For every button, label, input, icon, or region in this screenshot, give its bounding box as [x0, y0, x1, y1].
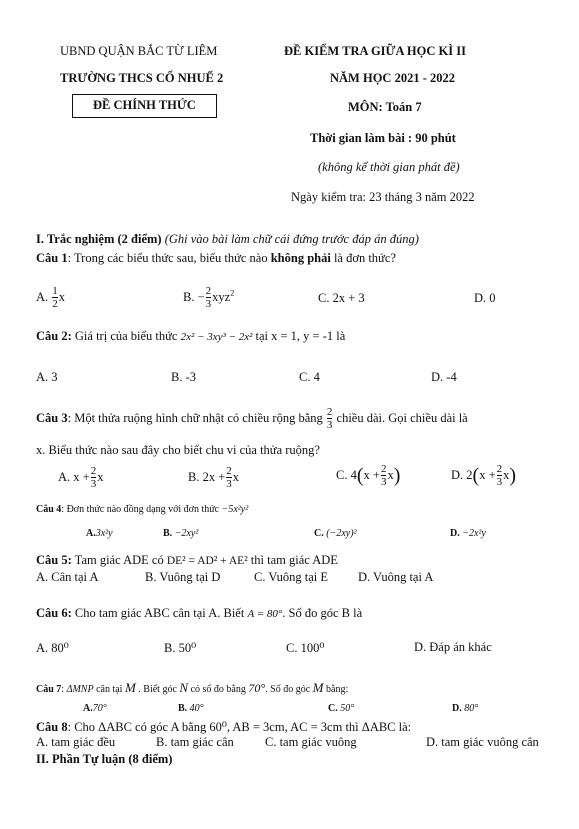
q5-text-a: Tam giác ADE có [71, 553, 167, 567]
q3-opt-d-in: x + [479, 467, 496, 482]
q4-option-d [450, 528, 486, 539]
q2-option-c: C. 4 [299, 370, 320, 384]
q4-opt-d-label: D. [450, 528, 460, 539]
section2-title: II. Phần Tự luận (8 điểm) [36, 752, 173, 766]
q7-opt-c-value: 50° [340, 703, 355, 714]
q2-option-d: D. -4 [431, 370, 457, 384]
q5-option-a: A. Cân tại A [36, 570, 99, 584]
q7-opt-b-value: 40° [189, 703, 204, 714]
q3-option-b [188, 466, 239, 490]
q1-option-d: D. 0 [474, 291, 496, 305]
q4-opt-a-value: 3x²y [95, 528, 113, 539]
q4-opt-b-label: B. [163, 528, 173, 539]
q3-d-den: 3 [496, 476, 503, 488]
q7-option-a [83, 703, 107, 714]
q1-b-den: 3 [205, 298, 212, 310]
q3-opt-b-post: x [232, 469, 240, 484]
q3-opt-d-frac [497, 464, 503, 488]
subject: MÔN: Toán 7 [348, 100, 422, 114]
q3-a-den: 3 [90, 478, 97, 490]
q7-option-b [178, 703, 204, 714]
q3-opt-c-label: C. [336, 467, 348, 482]
q6-option-a: A. 80⁰ [36, 641, 69, 655]
district-name: UBND QUẬN BẮC TỪ LIÊM [60, 44, 218, 58]
q8-option-a: A. tam giác đều [36, 735, 116, 749]
q3-opt-c-pre: 4 [350, 467, 357, 482]
q6-option-b: B. 50⁰ [164, 641, 197, 655]
question-3-line1 [36, 407, 468, 431]
q2-expr: 2x² − 3xy³ − 2x² [180, 331, 253, 343]
q1-option-c: C. 2x + 3 [318, 291, 365, 305]
q7-m2: M [312, 680, 324, 695]
section1-title: I. Trắc nghiệm (2 điểm) [36, 232, 162, 246]
q7-text-b: cân tại [93, 684, 125, 695]
q3-b-num: 2 [226, 465, 232, 477]
q7-text-d: có số đo bằng [188, 684, 249, 695]
q6-option-d: D. Đáp án khác [414, 640, 492, 654]
q6-label: Câu 6: [36, 606, 72, 620]
q4-option-b [163, 528, 198, 539]
q7-n: N [179, 680, 189, 695]
q1-a-num: 1 [52, 285, 58, 297]
q7-m: M [124, 680, 136, 695]
q3-label: Câu 3 [36, 410, 68, 425]
q7-opt-a-value: 70° [92, 703, 107, 714]
q7-opt-a-label: A. [83, 703, 93, 714]
q3-text2: chiều dài. Gọi chiều dài là [333, 410, 468, 425]
q4-expr: −5x²y² [221, 504, 249, 515]
q7-opt-c-label: C. [328, 703, 338, 714]
q3-opt-a-frac [91, 466, 97, 490]
q6-text-b: . Số đo góc B là [282, 606, 363, 620]
q7-text-f: bằng: [323, 684, 349, 695]
q1-a-var: x [58, 289, 66, 304]
q5-option-b: B. Vuông tại D [145, 570, 221, 584]
duration-note: (không kể thời gian phát đề) [318, 160, 460, 174]
q1-opt-a-label: A. [36, 289, 49, 304]
q3-opt-d-label: D. [451, 467, 464, 482]
q4-label: Câu 4 [36, 504, 62, 515]
q3-c-den: 3 [380, 476, 387, 488]
q2-option-a: A. 3 [36, 370, 58, 384]
q3-opt-c-post: x [387, 467, 394, 482]
question-6 [36, 606, 362, 621]
q6-expr: A = 80° [247, 608, 283, 620]
q3-a-num: 2 [90, 465, 97, 477]
q7-opt-d-label: D. [452, 703, 462, 714]
q3-text1: : Một thửa ruộng hình chữ nhật có chiều rộng bằng [67, 410, 326, 425]
q6-text-a: Cho tam giác ABC cân tại A. Biết [71, 606, 248, 620]
question-7 [36, 680, 348, 696]
q7-deg: 70° [248, 681, 266, 695]
exam-date: Ngày kiểm tra: 23 tháng 3 năm 2022 [291, 190, 475, 204]
q7-label: Câu 7 [36, 684, 62, 695]
q7-text-e: . Số đo góc [265, 684, 313, 695]
q3-opt-a-post: x [97, 469, 104, 484]
q6-option-c: C. 100⁰ [286, 641, 325, 655]
section1-instruction: (Ghi vào bài làm chữ cái đứng trước đáp án đúng) [164, 232, 419, 246]
q1-a-den: 2 [52, 298, 58, 310]
q1-opt-b-frac [206, 286, 212, 310]
q2-label: Câu 2: [36, 329, 72, 343]
q3-opt-b-label: B. [188, 469, 200, 484]
q1-text-a: : Trong các biểu thức sau, biểu thức nào [67, 251, 271, 265]
q7-tri: ΔMNP [66, 684, 94, 695]
q1-b-num: 2 [205, 285, 212, 297]
q2-text: Giá trị của biểu thức [71, 329, 181, 343]
q1-text-bold: không phải [270, 251, 331, 265]
q8-option-d: D. tam giác vuông cân [426, 735, 539, 749]
q3-c-lparen: ( [356, 464, 364, 487]
q3-opt-c-in: x + [363, 467, 380, 482]
question-3-line2: x. Biểu thức nào sau đây cho biết chu vi của thửa ruộng? [36, 443, 320, 457]
question-8 [36, 719, 411, 735]
q3-opt-c-frac [381, 464, 387, 488]
q1-b-var: xyz [212, 289, 231, 304]
q3-option-c [336, 464, 400, 488]
q8-text: : Cho ΔABC có góc A bằng 60⁰, AB = 3cm, AC = 3cm thì ΔABC là: [67, 720, 412, 734]
duration: Thời gian làm bài : 90 phút [310, 131, 456, 145]
q4-opt-c-label: C. [314, 528, 324, 539]
q4-opt-d-value: −2x²y [462, 528, 486, 539]
q4-text: : Đơn thức nào đồng dạng với đơn thức [61, 504, 222, 515]
q1-b-exp: 2 [230, 288, 235, 298]
q3-b-den: 3 [226, 478, 232, 490]
q3-c-num: 2 [380, 463, 387, 475]
q3-option-d [451, 464, 516, 488]
q7-text-c: . Biết góc [135, 684, 180, 695]
q1-option-a [36, 286, 65, 310]
q4-option-c [314, 528, 357, 539]
q1-option-b [183, 286, 234, 310]
question-2 [36, 329, 345, 344]
q3-frac-num: 2 [326, 406, 333, 418]
q3-option-a [58, 466, 103, 490]
question-5 [36, 553, 338, 568]
school-name: TRƯỜNG THCS CỔ NHUẾ 2 [60, 71, 224, 85]
school-year: NĂM HỌC 2021 - 2022 [330, 71, 455, 85]
question-4 [36, 504, 248, 515]
q7-text-a: : [61, 684, 67, 695]
official-box: ĐỀ CHÍNH THỨC [72, 94, 217, 118]
q8-option-c: C. tam giác vuông [265, 735, 357, 749]
q5-text-b: thì tam giác ADE [247, 553, 338, 567]
q5-option-d: D. Vuông tại A [358, 570, 434, 584]
q1-opt-a-frac [52, 286, 58, 310]
q3-frac [327, 407, 333, 431]
q3-opt-b-frac [226, 466, 232, 490]
question-1 [36, 251, 396, 266]
q5-expr: DE² = AD² + AE² [166, 555, 248, 567]
q3-opt-a-label: A. [58, 469, 71, 484]
q5-label: Câu 5: [36, 553, 72, 567]
q2-cond: tại x = 1, y = -1 là [252, 329, 346, 343]
section1-heading [36, 232, 419, 247]
q3-d-num: 2 [496, 463, 503, 475]
q3-c-rparen: ) [393, 464, 401, 487]
q8-option-b: B. tam giác cân [156, 735, 234, 749]
q7-option-c [328, 703, 354, 714]
q4-opt-c-value: (−2xy)² [326, 528, 357, 539]
q7-opt-b-label: B. [178, 703, 188, 714]
q7-option-d [452, 703, 478, 714]
q1-label: Câu 1 [36, 251, 68, 265]
q7-opt-d-value: 80° [464, 703, 479, 714]
q3-opt-d-pre: 2 [466, 467, 473, 482]
q2-option-b: B. -3 [171, 370, 196, 384]
q8-label: Câu 8 [36, 720, 68, 734]
q4-opt-a-label: A. [86, 528, 96, 539]
q4-opt-b-value: −2xy² [174, 528, 199, 539]
exam-title: ĐỀ KIỂM TRA GIỮA HỌC KÌ II [284, 44, 466, 58]
q3-opt-a-pre: x + [73, 469, 90, 484]
q3-d-rparen: ) [509, 464, 517, 487]
q3-opt-b-pre: 2x + [202, 469, 226, 484]
q4-option-a [86, 528, 113, 539]
q1-opt-b-label: B. − [183, 289, 205, 304]
q3-opt-d-post: x [503, 467, 510, 482]
q3-frac-den: 3 [326, 419, 333, 431]
q5-option-c: C. Vuông tại E [254, 570, 329, 584]
q1-text-b: là đơn thức? [330, 251, 396, 265]
q3-d-lparen: ( [472, 464, 480, 487]
